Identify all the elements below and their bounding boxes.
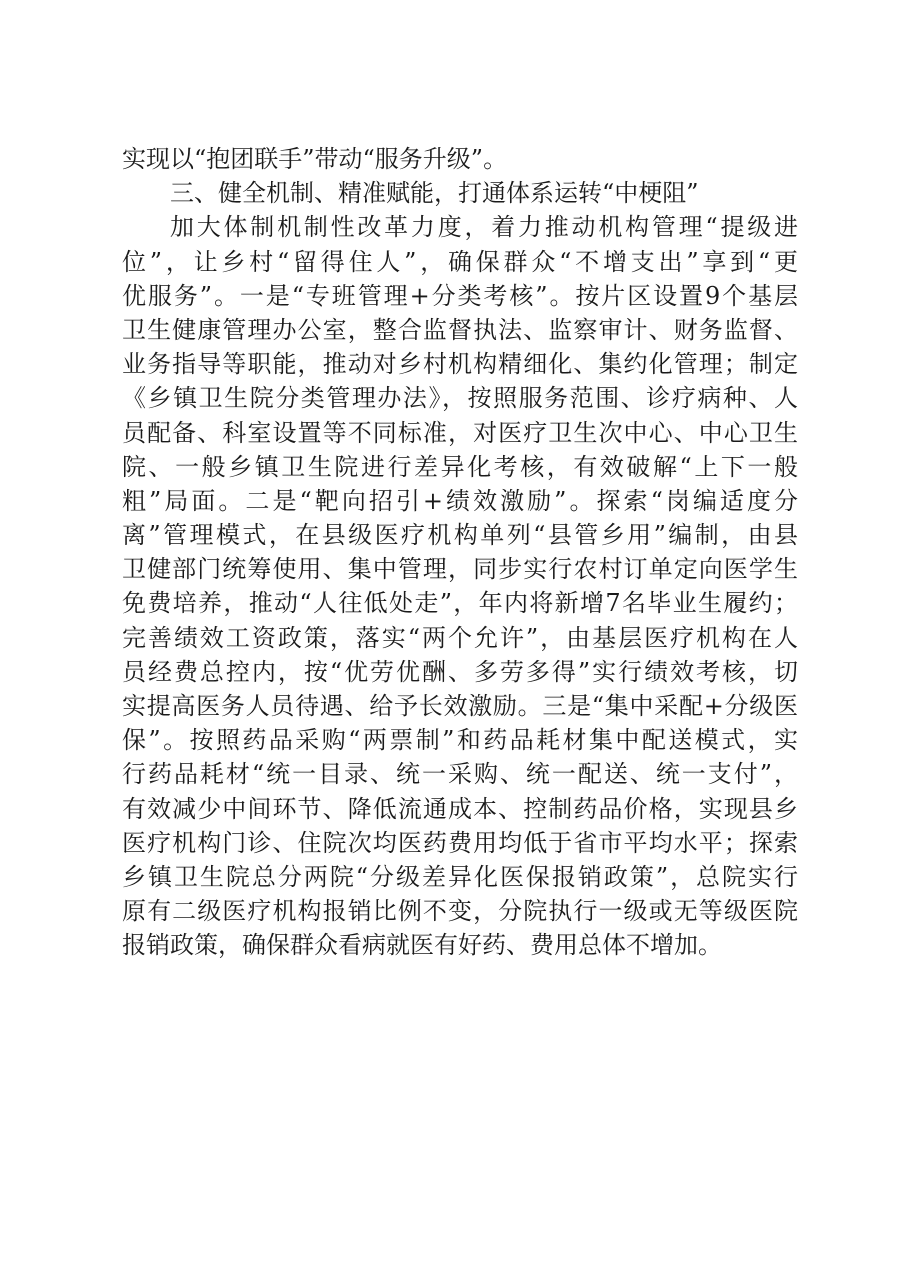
paragraph-first-line: 加大体制机制性改革力度，着力推动机构管理“提级进 [170, 213, 798, 242]
text-line: 行药品耗材“统一目录、统一采购、统一配送、统一支付”， [122, 760, 798, 789]
text-line: 卫健部门统筹使用、集中管理，同步实行农村订单定向医学生 [122, 555, 798, 584]
text-line: 员经费总控内，按“优劳优酬、多劳多得”实行绩效考核，切 [122, 657, 798, 686]
text-line: 乡镇卫生院总分两院“分级差异化医保报销政策”，总院实行 [122, 862, 798, 891]
text-line: 优服务”。一是“专班管理+分类考核”。按片区设置9个基层 [122, 281, 798, 310]
text-line: 免费培养，推动“人往低处走”，年内将新增7名毕业生履约； [122, 589, 798, 618]
text-line: 离”管理模式，在县级医疗机构单列“县管乡用”编制，由县 [122, 521, 798, 550]
text-line: 保”。按照药品采购“两票制”和药品耗材集中配送模式，实 [122, 726, 798, 755]
text-line: 位”，让乡村“留得住人”，确保群众“不增支出”享到“更 [122, 247, 798, 276]
text-line: 《乡镇卫生院分类管理办法》，按照服务范围、诊疗病种、人 [122, 384, 798, 413]
text-line: 院、一般乡镇卫生院进行差异化考核，有效破解“上下一般 [122, 452, 798, 481]
text-line: 原有二级医疗机构报销比例不变，分院执行一级或无等级医院 [122, 897, 798, 926]
paragraph-last-line: 报销政策，确保群众看病就医有好药、费用总体不增加。 [122, 931, 722, 960]
text-line: 实提高医务人员待遇、给予长效激励。三是“集中采配+分级医 [122, 692, 798, 720]
text-line: 员配备、科室设置等不同标准，对医疗卫生次中心、中心卫生 [122, 418, 798, 447]
text-line: 卫生健康管理办公室，整合监督执法、监察审计、财务监督、 [122, 315, 798, 344]
text-line: 医疗机构门诊、住院次均医药费用均低于省市平均水平；探索 [122, 828, 798, 857]
text-line: 粗”局面。二是“靶向招引+绩效激励”。探索“岗编适度分 [122, 486, 798, 515]
text-line: 完善绩效工资政策，落实“两个允许”，由基层医疗机构在人 [122, 623, 798, 652]
section-heading: 三、健全机制、精准赋能，打通体系运转“中梗阻” [170, 179, 699, 208]
text-line: 有效减少中间环节、降低流通成本、控制药品价格，实现县乡 [122, 794, 798, 823]
text-line: 实现以“抱团联手”带动“服务升级”。 [122, 145, 508, 173]
text-line: 业务指导等职能，推动对乡村机构精细化、集约化管理；制定 [122, 350, 798, 379]
document-body [122, 142, 798, 963]
